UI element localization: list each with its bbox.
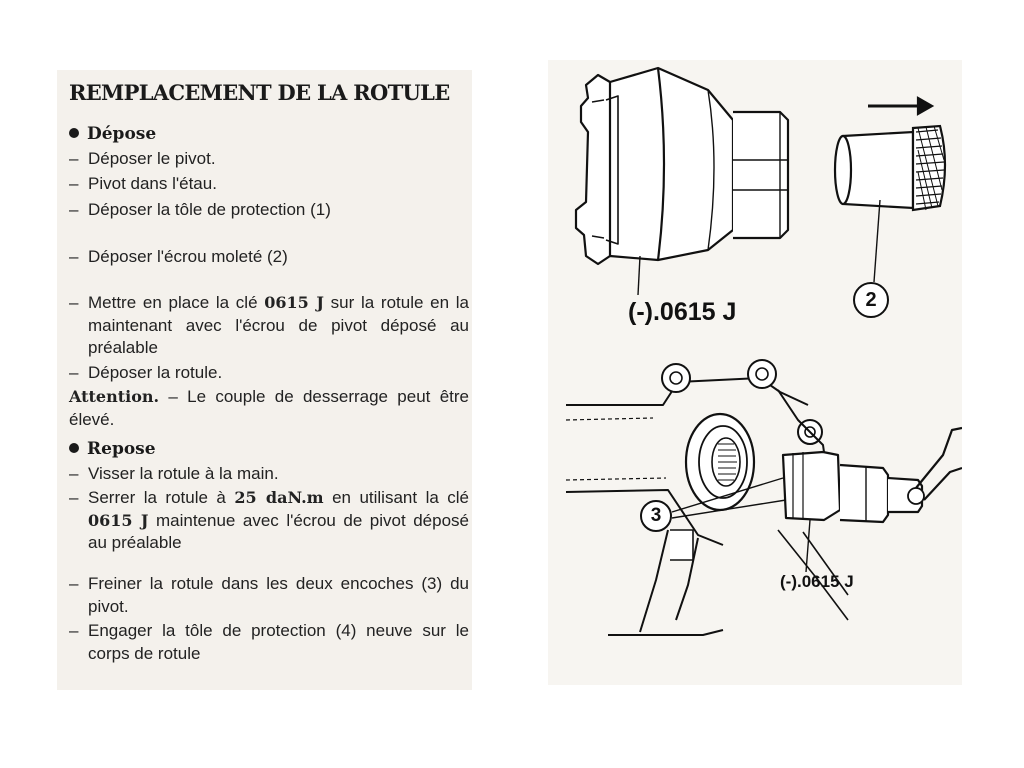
torque-value: 25 daN.m <box>234 488 324 507</box>
knurled-nut-drawing <box>835 98 945 210</box>
repose-heading-text: Repose <box>87 439 156 459</box>
step-deposer-pivot: – Déposer le pivot. <box>69 149 216 168</box>
depose-heading-text: Dépose <box>87 124 157 144</box>
tool-label-top: (-).0615 J <box>628 298 737 326</box>
callout-3: 3 <box>640 500 672 532</box>
tool-reference: 0615 J <box>88 510 149 530</box>
bullet-icon <box>69 443 79 453</box>
step-deposer-rotule: – Déposer la rotule. <box>69 363 223 382</box>
page-title: REMPLACEMENT DE LA ROTULE <box>69 80 450 105</box>
tool-label-bottom: (-).0615 J <box>780 572 854 591</box>
step-deposer-tole: – Déposer la tôle de protection (1) <box>69 200 331 219</box>
step-visser-rotule: – Visser la rotule à la main. <box>69 464 279 483</box>
pivot-assembly-drawing <box>566 360 962 635</box>
tool-reference: 0615 J <box>264 293 324 312</box>
bullet-icon <box>69 128 79 138</box>
tool-0615j-drawing <box>576 68 788 264</box>
attention-note <box>69 386 469 431</box>
instructions-column <box>57 70 472 690</box>
attention-text: – Le couple de desserrage peut être élevé. <box>69 387 469 429</box>
figures-column <box>548 60 962 685</box>
section-repose-heading <box>69 439 156 459</box>
callout-2: 2 <box>853 282 889 318</box>
step-mettre-cle: – Mettre en place la clé 0615 J sur la rotule en la maintenant avec l'écrou de pivot déposé au préalable <box>69 293 469 357</box>
step-engager-tole: – Engager la tôle de protection (4) neuve sur le corps de rotule <box>69 621 469 663</box>
step-pivot-etau: – Pivot dans l'étau. <box>69 174 217 193</box>
step-freiner-rotule: – Freiner la rotule dans les deux encoches (3) du pivot. <box>69 574 469 616</box>
step-deposer-ecrou: – Déposer l'écrou moleté (2) <box>69 247 288 266</box>
step-serrer-rotule: – Serrer la rotule à 25 daN.m en utilisant la clé 0615 J maintenue avec l'écrou de pivot déposé au préalable <box>69 488 469 552</box>
section-depose-heading <box>69 124 156 144</box>
attention-label: Attention. <box>69 387 160 406</box>
technical-drawings <box>548 60 962 685</box>
